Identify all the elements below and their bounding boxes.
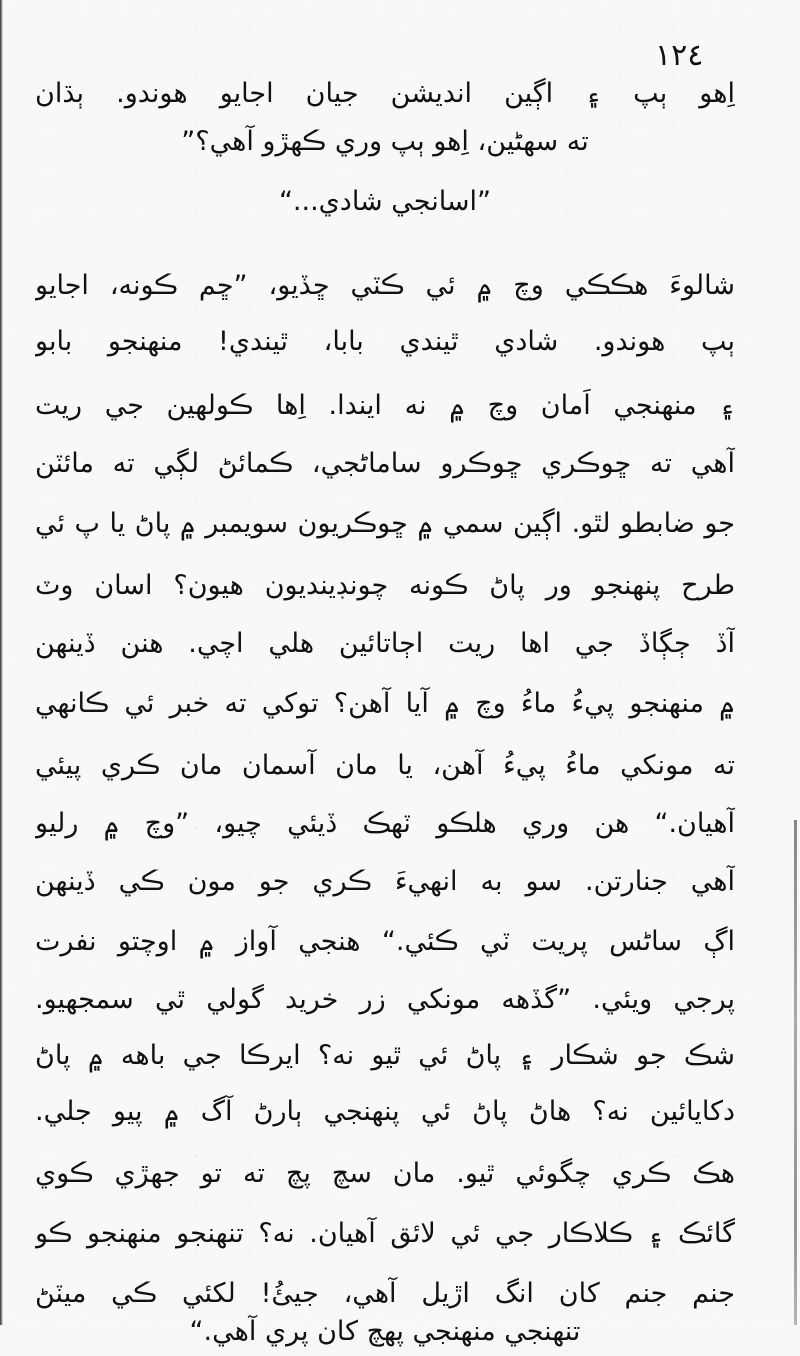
text-line: جو ضابطو لٿو. اڳين سمي ۾ ڇوڪريون سويمبر ۾ پاڻ يا پ ئي [35,508,735,539]
text-line: ٻپ هوندو. شادي ٿيندي بابا، ٿيندي! منهنجو بابو [35,326,735,357]
text-line: جنم جنم کان انگ اڙيل آهي، جيئُ! لکئي ڪي ميٽڻ [35,1278,735,1309]
text-line: دکايائين نه؟ هاڻ پاڻ ئي پنهنجي ٻارڻ آگ ۾ پيو جلي. [35,1096,735,1127]
text-line: طرح پنهنجو ور پاڻ ڪونه چونڊينديون هيون؟ اسان وٽ [35,570,735,601]
text-line: آهي ته ڇوڪري ڇوڪرو ساماڻجي، ڪمائڻ لڳي ته مائٽن [35,448,735,479]
text-line: اِهو ٻپ ۽ اڳين انديشن جيان اجايو هوندو. ٻڌان [35,78,735,109]
text-line: ۾ منهنجو پيءُ ماءُ وچ ۾ آيا آهن؟ توکي ته خبر ئي ڪانهي [35,688,735,719]
text-line: ”اسانجي شادي...“ [278,186,492,217]
page-left-edge-shadow [0,0,3,1325]
text-line: گائڪ ۽ ڪلاڪار جي ئي لائق آهيان. نه؟ تنهنجو منهنجو ڪو [35,1218,735,1249]
text-line: پرجي ويئي. ”گڏهه مونکي زر خريد گولي ٿي سمجهيو. [35,984,735,1015]
text-line: شالوءَ هڪڪي وچ ۾ ئي ڪٽي ڇڏيو، ”ڇم ڪونه، اجايو [35,270,735,301]
text-line: آڏ ڄڳاڏ جي اها ريت اڄاتائين هلي اچي. هنن ڏينهن [35,628,735,659]
text-line: ته سهڻين، اِهو ٻپ وري ڪهڙو آهي؟” [181,126,589,157]
text-line: ته مونکي ماءُ پيءُ آهن، يا مان آسمان مان ڪري پيئي [35,750,735,781]
text-line: آهي جنارتن. سو به انهيءَ ڪري جو مون ڪي ڏينهن [35,866,735,897]
text-line: تنهنجي منهنجي پهچ کان پري آهي.“ [189,1316,581,1347]
text-line: ۽ منهنجي اَمان وچ ۾ نه ايندا. اِها ڪولهين جي ريت [35,390,735,421]
text-line: اڳ ساڻس پريت ٽي ڪئي.“ هنجي آواز ۾ اوچتو نفرت [35,926,735,957]
text-line: آهيان.“ هن وري هلڪو ٽهڪ ڏيئي چيو، ”وچ ۾ رليو [35,808,735,839]
text-line: هڪ ڪري چگوئي ٿيو. مان سچ پچ ته تو جهڙي ڪوي [35,1158,735,1189]
text-line: شڪ جو شڪار ۽ پاڻ ئي ٿيو نه؟ ايرڪا جي باهه ۾ پاڻ [35,1040,735,1071]
page-number: ١٢٤ [655,38,704,73]
page-right-edge-shadow [794,820,797,1325]
